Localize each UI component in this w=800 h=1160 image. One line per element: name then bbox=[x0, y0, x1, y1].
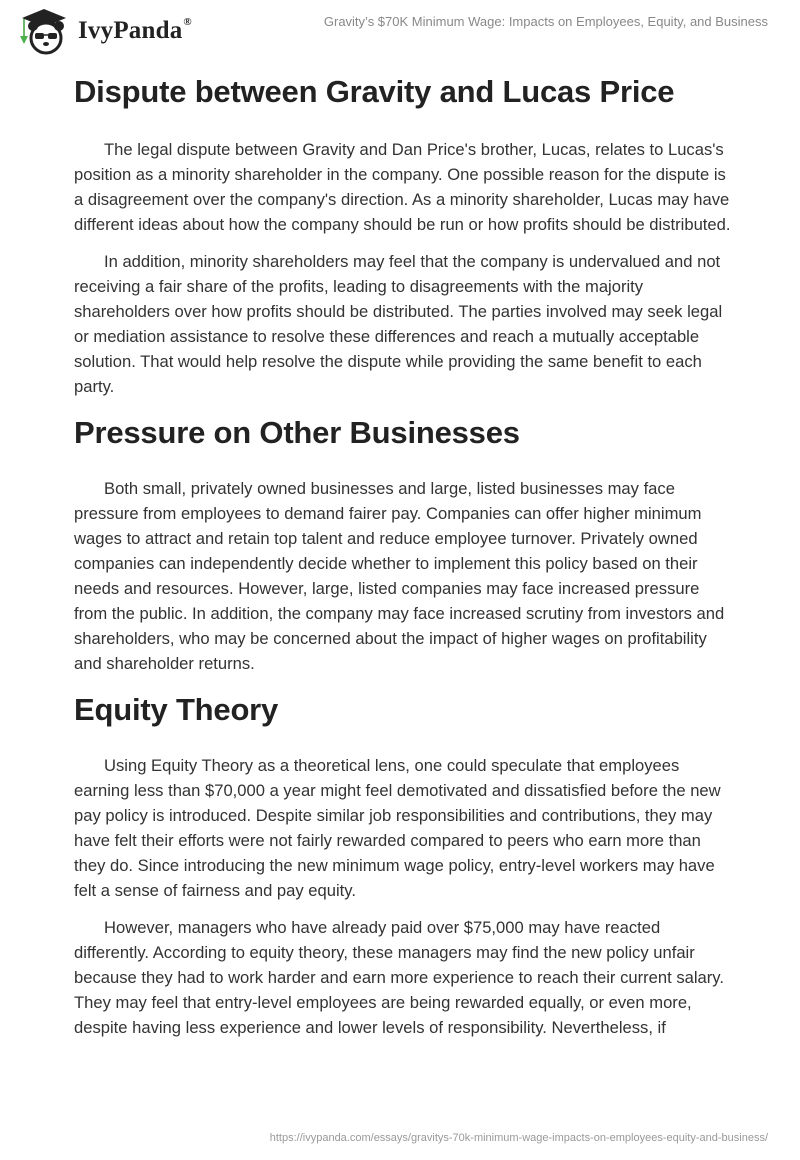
page-header bbox=[0, 0, 800, 60]
paragraph: Using Equity Theory as a theoretical lens, one could speculate that employees earning less than $70,000 a year might feel demotivated and dissatisfied before the new pay policy is introduced. Despite similar job responsibilities and contributions, they may have felt their efforts were not fairly rewarded compared to peers who earn more than they do. Since introducing the new minimum wage policy, entry-level workers may have felt a sense of fairness and pay equity. bbox=[74, 756, 721, 900]
section-heading-pressure: Pressure on Other Businesses bbox=[74, 415, 520, 450]
paragraph: However, managers who have already paid over $75,000 may have reacted differently. According to equity theory, these managers may find the new policy unfair because they had to work harder and earn more experience to reach their current salary. They may feel that entry-level employees are being rewarded equally, or even more, despite having less experience and lower levels of responsibility. Nevertheless, if bbox=[74, 918, 724, 1037]
paragraph: In addition, minority shareholders may feel that the company is undervalued and not receiving a fair share of the profits, leading to disagreements with the majority shareholders over how profits should be distributed. The parties involved may seek legal or mediation assistance to resolve these differences and reach a mutually acceptable solution. That would help resolve the dispute while providing the same benefit to each party. bbox=[74, 252, 723, 396]
section-heading-dispute: Dispute between Gravity and Lucas Price bbox=[74, 74, 675, 109]
panda-graduation-cap-icon bbox=[16, 6, 74, 56]
section-heading-equity-theory: Equity Theory bbox=[74, 692, 279, 727]
source-url[interactable]: https://ivypanda.com/essays/gravitys-70k-minimum-wage-impacts-on-employees-equity-and-business/ bbox=[269, 1132, 768, 1144]
site-logo[interactable] bbox=[16, 6, 192, 56]
article-body bbox=[74, 72, 734, 1040]
paragraph: The legal dispute between Gravity and Dan Price's brother, Lucas, relates to Lucas's position as a minority shareholder in the company. One possible reason for the dispute is a disagreement over the company's direction. As a minority shareholder, Lucas may have different ideas about how the company should be run or how profits should be distributed. bbox=[74, 140, 731, 234]
document-title: Gravity’s $70K Minimum Wage: Impacts on Employees, Equity, and Business bbox=[323, 14, 768, 29]
paragraph: Both small, privately owned businesses and large, listed businesses may face pressure from employees to demand fairer pay. Companies can offer higher minimum wages to attract and retain top talent and reduce employee turnover. Privately owned companies can independently decide whether to implement this policy based on their needs and resources. However, large, listed companies may face increased pressure from the public. In addition, the company may face increased scrutiny from investors and shareholders, who may be concerned about the impact of higher wages on profitability and shareholder returns. bbox=[74, 479, 725, 673]
brand-name: IvyPanda® bbox=[78, 15, 192, 44]
